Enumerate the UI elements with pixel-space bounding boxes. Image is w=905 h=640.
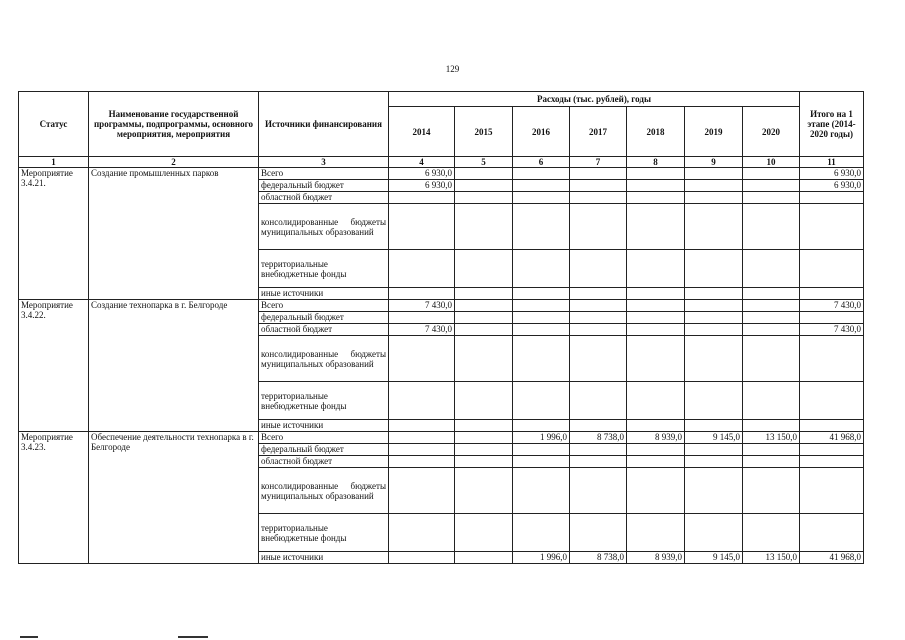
- year-value: [455, 552, 513, 564]
- column-number: 1: [19, 157, 89, 168]
- year-value: [685, 168, 743, 180]
- year-value: 8 939,0: [627, 432, 685, 444]
- year-value: [743, 420, 800, 432]
- year-value: [743, 514, 800, 552]
- year-value: [570, 168, 627, 180]
- year-value: [455, 300, 513, 312]
- year-value: [743, 300, 800, 312]
- total-value: [800, 192, 864, 204]
- year-value: 8 738,0: [570, 552, 627, 564]
- year-value: [570, 468, 627, 514]
- year-value: [570, 300, 627, 312]
- year-value: [570, 456, 627, 468]
- header-year: 2014: [389, 107, 455, 157]
- activity-status: Мероприятие 3.4.21.: [19, 168, 89, 300]
- activity-status: Мероприятие 3.4.22.: [19, 300, 89, 432]
- year-value: 13 150,0: [743, 552, 800, 564]
- year-value: [685, 180, 743, 192]
- year-value: [743, 336, 800, 382]
- total-value: [800, 312, 864, 324]
- year-value: [685, 324, 743, 336]
- funding-source: территориальные внебюджетные фонды: [259, 250, 389, 288]
- funding-source: федеральный бюджет: [259, 444, 389, 456]
- year-value: [455, 312, 513, 324]
- funding-source: федеральный бюджет: [259, 180, 389, 192]
- year-value: 7 430,0: [389, 300, 455, 312]
- year-value: [743, 382, 800, 420]
- year-value: [389, 382, 455, 420]
- year-value: [389, 468, 455, 514]
- funding-source: консолидированные бюджеты муниципальных образований: [259, 336, 389, 382]
- year-value: [513, 444, 570, 456]
- total-value: 41 968,0: [800, 552, 864, 564]
- year-value: [389, 514, 455, 552]
- year-value: [627, 250, 685, 288]
- year-value: [570, 382, 627, 420]
- year-value: [513, 312, 570, 324]
- header-year: 2016: [513, 107, 570, 157]
- table-row: [19, 432, 864, 444]
- year-value: [455, 456, 513, 468]
- year-value: [570, 250, 627, 288]
- year-value: [513, 288, 570, 300]
- year-value: [455, 180, 513, 192]
- year-value: 8 939,0: [627, 552, 685, 564]
- year-value: [513, 192, 570, 204]
- year-value: [743, 180, 800, 192]
- year-value: [389, 250, 455, 288]
- table-row: [19, 168, 864, 180]
- header-total: Итого на 1 этапе (2014-2020 годы): [800, 92, 864, 157]
- funding-source: иные источники: [259, 420, 389, 432]
- year-value: [570, 324, 627, 336]
- funding-source: Всего: [259, 168, 389, 180]
- year-value: [513, 336, 570, 382]
- header-year: 2020: [743, 107, 800, 157]
- header-expenses: Расходы (тыс. рублей), годы: [389, 92, 800, 107]
- header-year: 2015: [455, 107, 513, 157]
- year-value: [513, 180, 570, 192]
- year-value: [627, 180, 685, 192]
- year-value: [627, 204, 685, 250]
- total-value: 7 430,0: [800, 300, 864, 312]
- total-value: 41 968,0: [800, 432, 864, 444]
- funding-source: консолидированные бюджеты муниципальных образований: [259, 468, 389, 514]
- funding-source: Всего: [259, 300, 389, 312]
- year-value: [389, 456, 455, 468]
- year-value: [743, 468, 800, 514]
- year-value: [685, 192, 743, 204]
- year-value: 8 738,0: [570, 432, 627, 444]
- year-value: [627, 468, 685, 514]
- year-value: [627, 336, 685, 382]
- year-value: 6 930,0: [389, 168, 455, 180]
- funding-source: областной бюджет: [259, 192, 389, 204]
- year-value: [570, 336, 627, 382]
- page-number: 129: [445, 64, 460, 74]
- year-value: [513, 514, 570, 552]
- header-name: Наименование государственной программы, подпрограммы, основного мероприятия, мероприятия: [89, 92, 259, 157]
- year-value: 6 930,0: [389, 180, 455, 192]
- funding-source: иные источники: [259, 288, 389, 300]
- year-value: [627, 324, 685, 336]
- year-value: [743, 168, 800, 180]
- year-value: [743, 250, 800, 288]
- total-value: [800, 382, 864, 420]
- year-value: 1 996,0: [513, 432, 570, 444]
- year-value: [455, 324, 513, 336]
- year-value: [455, 250, 513, 288]
- year-value: [685, 312, 743, 324]
- year-value: [389, 420, 455, 432]
- year-value: [455, 514, 513, 552]
- year-value: [627, 192, 685, 204]
- year-value: [455, 420, 513, 432]
- year-value: [627, 456, 685, 468]
- year-value: [513, 168, 570, 180]
- column-number: 8: [627, 157, 685, 168]
- funding-source: консолидированные бюджеты муниципальных образований: [259, 204, 389, 250]
- activity-status: Мероприятие 3.4.23.: [19, 432, 89, 564]
- activity-name: Обеспечение деятельности технопарка в г. Белгороде: [89, 432, 259, 564]
- scan-artifact: [20, 636, 38, 638]
- budget-table: [18, 91, 864, 564]
- year-value: [685, 468, 743, 514]
- year-value: [455, 432, 513, 444]
- year-value: [455, 336, 513, 382]
- column-number: 6: [513, 157, 570, 168]
- year-value: [570, 514, 627, 552]
- column-number: 11: [800, 157, 864, 168]
- year-value: [389, 432, 455, 444]
- year-value: [743, 444, 800, 456]
- year-value: [627, 514, 685, 552]
- year-value: [455, 382, 513, 420]
- year-value: [389, 192, 455, 204]
- year-value: [570, 420, 627, 432]
- column-number: 5: [455, 157, 513, 168]
- year-value: [685, 420, 743, 432]
- total-value: [800, 468, 864, 514]
- year-value: [513, 468, 570, 514]
- year-value: [743, 312, 800, 324]
- year-value: [389, 312, 455, 324]
- year-value: [570, 180, 627, 192]
- year-value: [685, 300, 743, 312]
- year-value: [455, 444, 513, 456]
- year-value: [570, 192, 627, 204]
- funding-source: иные источники: [259, 552, 389, 564]
- year-value: 7 430,0: [389, 324, 455, 336]
- activity-name: Создание технопарка в г. Белгороде: [89, 300, 259, 432]
- total-value: [800, 250, 864, 288]
- year-value: [455, 192, 513, 204]
- total-value: [800, 456, 864, 468]
- year-value: [389, 552, 455, 564]
- total-value: [800, 444, 864, 456]
- year-value: 13 150,0: [743, 432, 800, 444]
- year-value: [743, 204, 800, 250]
- year-value: [685, 444, 743, 456]
- year-value: [627, 312, 685, 324]
- year-value: [513, 250, 570, 288]
- year-value: [743, 288, 800, 300]
- column-number: 4: [389, 157, 455, 168]
- column-number: 7: [570, 157, 627, 168]
- year-value: [627, 420, 685, 432]
- year-value: [627, 288, 685, 300]
- column-number: 9: [685, 157, 743, 168]
- year-value: 9 145,0: [685, 552, 743, 564]
- year-value: [685, 456, 743, 468]
- year-value: [570, 288, 627, 300]
- year-value: [685, 382, 743, 420]
- funding-source: территориальные внебюджетные фонды: [259, 514, 389, 552]
- year-value: [570, 312, 627, 324]
- year-value: [570, 444, 627, 456]
- scan-artifact: [178, 636, 208, 638]
- year-value: [455, 204, 513, 250]
- year-value: [685, 204, 743, 250]
- year-value: [389, 336, 455, 382]
- year-value: 1 996,0: [513, 552, 570, 564]
- funding-source: территориальные внебюджетные фонды: [259, 382, 389, 420]
- year-value: [513, 382, 570, 420]
- funding-source: областной бюджет: [259, 456, 389, 468]
- total-value: 7 430,0: [800, 324, 864, 336]
- year-value: [455, 288, 513, 300]
- year-value: [455, 468, 513, 514]
- header-year: 2018: [627, 107, 685, 157]
- header-year: 2019: [685, 107, 743, 157]
- year-value: [570, 204, 627, 250]
- total-value: 6 930,0: [800, 180, 864, 192]
- year-value: [627, 168, 685, 180]
- year-value: [627, 300, 685, 312]
- total-value: [800, 336, 864, 382]
- year-value: [627, 444, 685, 456]
- header-status: Статус: [19, 92, 89, 157]
- header-sources: Источники финансирования: [259, 92, 389, 157]
- funding-source: федеральный бюджет: [259, 312, 389, 324]
- funding-source: областной бюджет: [259, 324, 389, 336]
- column-number: 10: [743, 157, 800, 168]
- funding-source: Всего: [259, 432, 389, 444]
- year-value: [513, 456, 570, 468]
- year-value: [685, 288, 743, 300]
- activity-name: Создание промышленных парков: [89, 168, 259, 300]
- year-value: [455, 168, 513, 180]
- header-year: 2017: [570, 107, 627, 157]
- total-value: 6 930,0: [800, 168, 864, 180]
- year-value: [389, 444, 455, 456]
- table-row: [19, 300, 864, 312]
- year-value: [743, 324, 800, 336]
- column-number: 3: [259, 157, 389, 168]
- year-value: [743, 192, 800, 204]
- year-value: [513, 300, 570, 312]
- year-value: [685, 336, 743, 382]
- year-value: 9 145,0: [685, 432, 743, 444]
- total-value: [800, 420, 864, 432]
- total-value: [800, 288, 864, 300]
- year-value: [513, 204, 570, 250]
- year-value: [513, 420, 570, 432]
- total-value: [800, 514, 864, 552]
- year-value: [513, 324, 570, 336]
- total-value: [800, 204, 864, 250]
- year-value: [389, 288, 455, 300]
- year-value: [685, 250, 743, 288]
- year-value: [685, 514, 743, 552]
- year-value: [389, 204, 455, 250]
- year-value: [627, 382, 685, 420]
- column-number: 2: [89, 157, 259, 168]
- year-value: [743, 456, 800, 468]
